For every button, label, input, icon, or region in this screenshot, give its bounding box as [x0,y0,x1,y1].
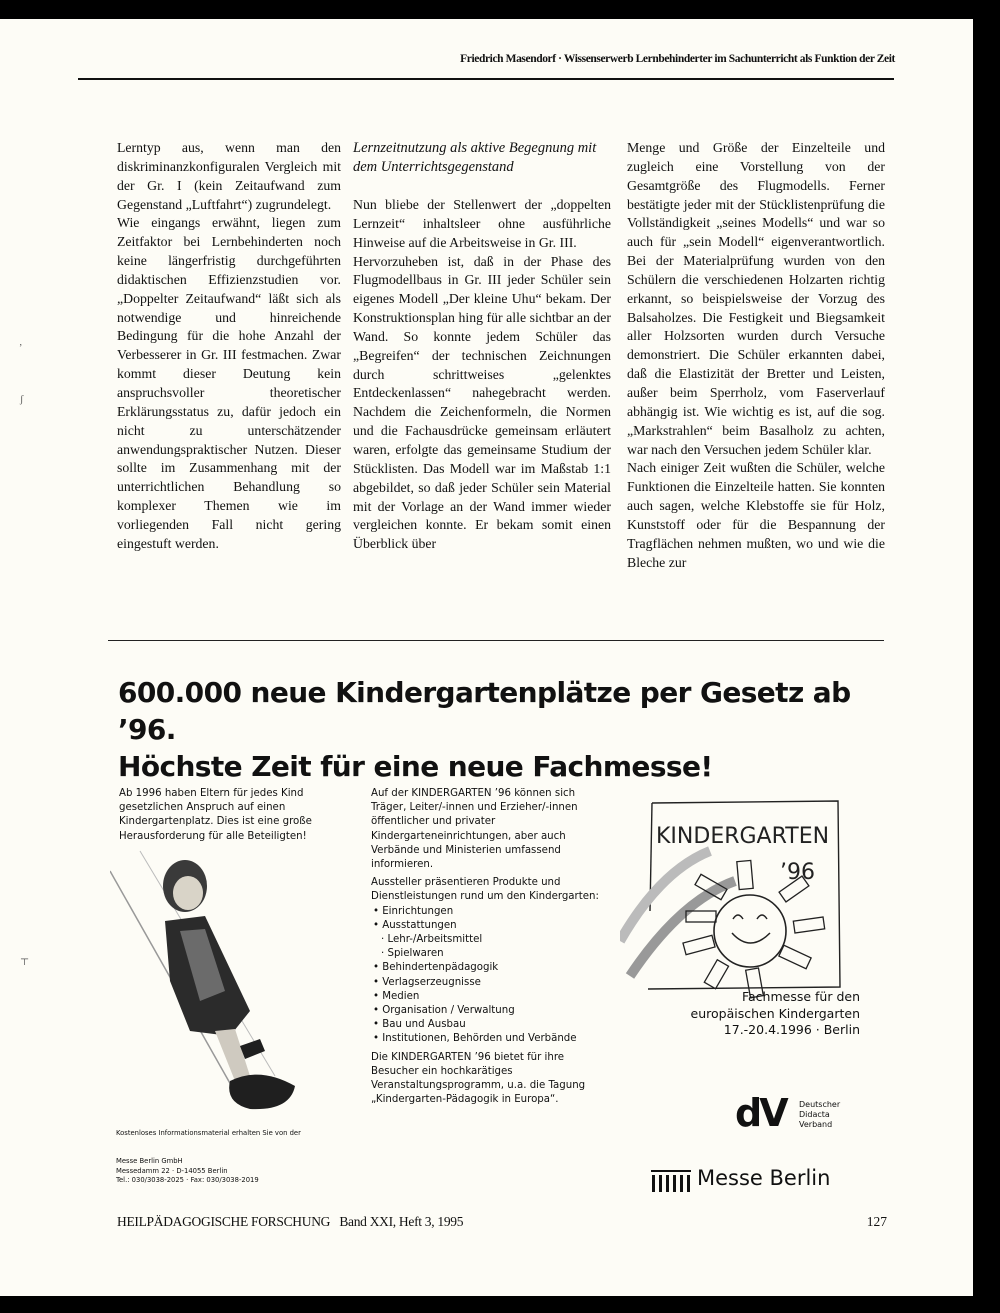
ad-middle-text [371,787,611,1111]
messe-bars-icon [651,1170,691,1192]
list-subitem: · Spielwaren [381,948,444,960]
child-on-swing-photo [110,841,340,1121]
ad-divider [108,640,884,641]
ad-headline [118,674,898,785]
header-rule [78,78,894,80]
didacta-verband-logo [735,1091,865,1137]
journal-page [0,19,973,1296]
logo-year: ’96 [780,860,815,885]
text-column-2 [353,139,611,554]
paragraph: Nun bliebe der Stellenwert der „doppelten Lernzeit“ inhaltsleer ohne ausführliche Hinweise auf die Arbeitsweise in Gr. III. [353,197,611,250]
caption-dates: 17.-20.4.1996 · Berlin [723,1022,860,1037]
list-item: • Ausstattungen [373,919,457,931]
text-column-1 [117,139,341,554]
paragraph: Lerntyp aus, wenn man den diskriminanzkonfiguralen Vergleich mit der Gr. I (kein Zeitaufwand zum Gegenstand „Luftfahrt“) zugrundelegt. [117,140,341,212]
margin-mark: ʼ [19,343,23,354]
ad-headline-line2: Höchste Zeit für eine neue Fachmesse! [118,750,713,783]
list-item: • Institutionen, Behörden und Verbände [373,1033,577,1045]
logo-title: KINDERGARTEN [656,824,830,849]
dv-line: Deutscher [799,1100,841,1109]
paragraph: Wie eingangs erwähnt, liegen zum Zeitfaktor bei Lernbehinderten noch keine längerfristig durchgeführten didaktischen Effizienzstudien vor. „Doppelter Zeitaufwand“ läßt sich als notwendige und hinreichende Bedingung für die hohe Anzahl der Verbesserer in Gr. III festmachen. Zwar kommt dieser Deutung kein anspruchsvoller theoretischer Erklärungsstatus zu, dafür jedoch ein nicht zu unterschätzender anwendungspraktischer Nutzen. Dieser sollte im Zusammenhang mit der unterrichtlichen Behandlung so komplexer Themen wie im vorliegenden Fall nicht gering eingestuft werden. [117,215,341,551]
contact-phone: Tel.: 030/3038-2025 · Fax: 030/3038-2019 [116,1176,259,1184]
text-column-3 [627,139,885,572]
list-item: • Organisation / Verwaltung [373,1005,515,1017]
list-item: • Bau und Ausbau [373,1019,466,1031]
ad-left-text: Ab 1996 haben Eltern für jedes Kind gesetzlichen Anspruch auf einen Kindergartenplatz. Dies ist eine große Herausforderung für alle Beteiligten! [119,788,312,842]
dv-letters: dV [735,1091,786,1135]
contact-address: Messedamm 22 · D-14055 Berlin [116,1166,228,1175]
page-number: 127 [866,1214,887,1229]
ad-closing: Die KINDERGARTEN ’96 bietet für ihre Besucher ein hochkarätiges Veranstaltungsprogramm, u.a. die Tagung „Kindergarten-Pädagogik in Europa“. [371,1051,586,1106]
paragraph: Menge und Größe der Einzelteile und zugleich eine Vorstellung von der Gesamtgröße des Flugmodells. Ferner bestätigte jeder mit der Stücklistenprüfung die Vollständigkeit „seines Modells“ und war so auch für „sein Modell“ eigenverantwortlich. Bei der Materialprüfung wurden von den Schülern die verschiedenen Holzarten richtig erkannt, so beispielsweise der Vorzug des Balsaholzes. Die Festigkeit und Biegsamkeit aller Holzsorten wurden durch Versuche demonstriert. Die Schüler erkannten dabei, daß die Elastizität der Bretter und Leisten, außer beim Sperrholz, vom Faserverlauf abhängig ist. Wie wichtig es ist, auf die sog. „Markstrahlen“ beim Basalholz zu achten, war nach den Versuchen jedem Schüler klar. [627,140,885,457]
ad-exhibitors: Aussteller präsentieren Produkte und Dienstleistungen rund um den Kindergarten: [371,877,599,903]
margin-mark: ┬ [21,954,29,965]
list-subitem: · Lehr-/Arbeitsmittel [381,934,483,946]
margin-mark: ʃ [20,394,24,405]
dv-line: Didacta [799,1110,830,1119]
list-item: • Verlagserzeugnisse [373,976,481,988]
dv-text [799,1100,840,1130]
paragraph: Hervorzuheben ist, daß in der Phase des Flugmodellbaus in Gr. III jeder Schüler sein eigenes Modell „Der kleine Uhu“ bekam. Der Konstruktionsplan hing für alle sichtbar an der Wand. So konnte jedem Schüler das „Begreifen“ der technischen Zeichnungen durch schrittweises „gelenktes Entdeckenlassen“ nahegebracht werden. Nachdem die Zeichenformeln, die Normen und die Fachausdrücke gemeinsam erläutert waren, erfolgte das gemeinsame Studium der Stücklisten. Das Modell war im Maßstab 1:1 abgebildet, so daß jeder Schüler sein Material mit der Vorlage an der Wand immer wieder vergleichen konnte. Er bekam somit einen Überblick über [353,253,611,552]
messe-berlin-logo [651,1167,851,1197]
list-item: • Medien [373,990,420,1002]
messe-name: Messe Berlin [697,1166,831,1190]
caption-line: europäischen Kindergarten [690,1005,860,1021]
ad-headline-line1: 600.000 neue Kindergartenplätze per Gesetz ab ’96. [118,676,851,746]
section-heading: Lernzeitnutzung als aktive Begegnung mit dem Unterrichtsgegenstand [353,140,597,175]
contact-block [116,1157,259,1186]
caption-line: Fachmesse für den [741,989,860,1004]
exhibitor-list [371,905,611,1047]
ad-intro: Auf der KINDERGARTEN ’96 können sich Träger, Leiter/-innen und Erzieher/-innen öffentlicher und privater Kindergarteneinrichtungen, aber auch Verbände und Ministerien umfassend informieren. [371,788,578,871]
logo-caption [640,989,860,1039]
journal-citation: HEILPÄDAGOGISCHE FORSCHUNG Band XXI, Heft 3, 1995 [117,1214,464,1229]
info-note: Kostenloses Informationsmaterial erhalten Sie von der [116,1129,301,1137]
list-item: • Einrichtungen [373,905,454,917]
contact-company: Messe Berlin GmbH [116,1157,183,1165]
list-item: • Behindertenpädagogik [373,962,499,974]
paragraph: Nach einiger Zeit wußten die Schüler, welche Funktionen die Einzelteile hatten. Sie konnten auch sagen, welche Klebstoffe sie für Holz, Kunststoff oder für die Bespannung der Tragflächen nehmen mußten, wo und wie die Bleche zur [627,460,885,570]
running-head: Friedrich Masendorf · Wissenserwerb Lernbehinderter im Sachunterricht als Funktion der Zeit [460,53,895,65]
dv-line: Verband [799,1120,833,1129]
